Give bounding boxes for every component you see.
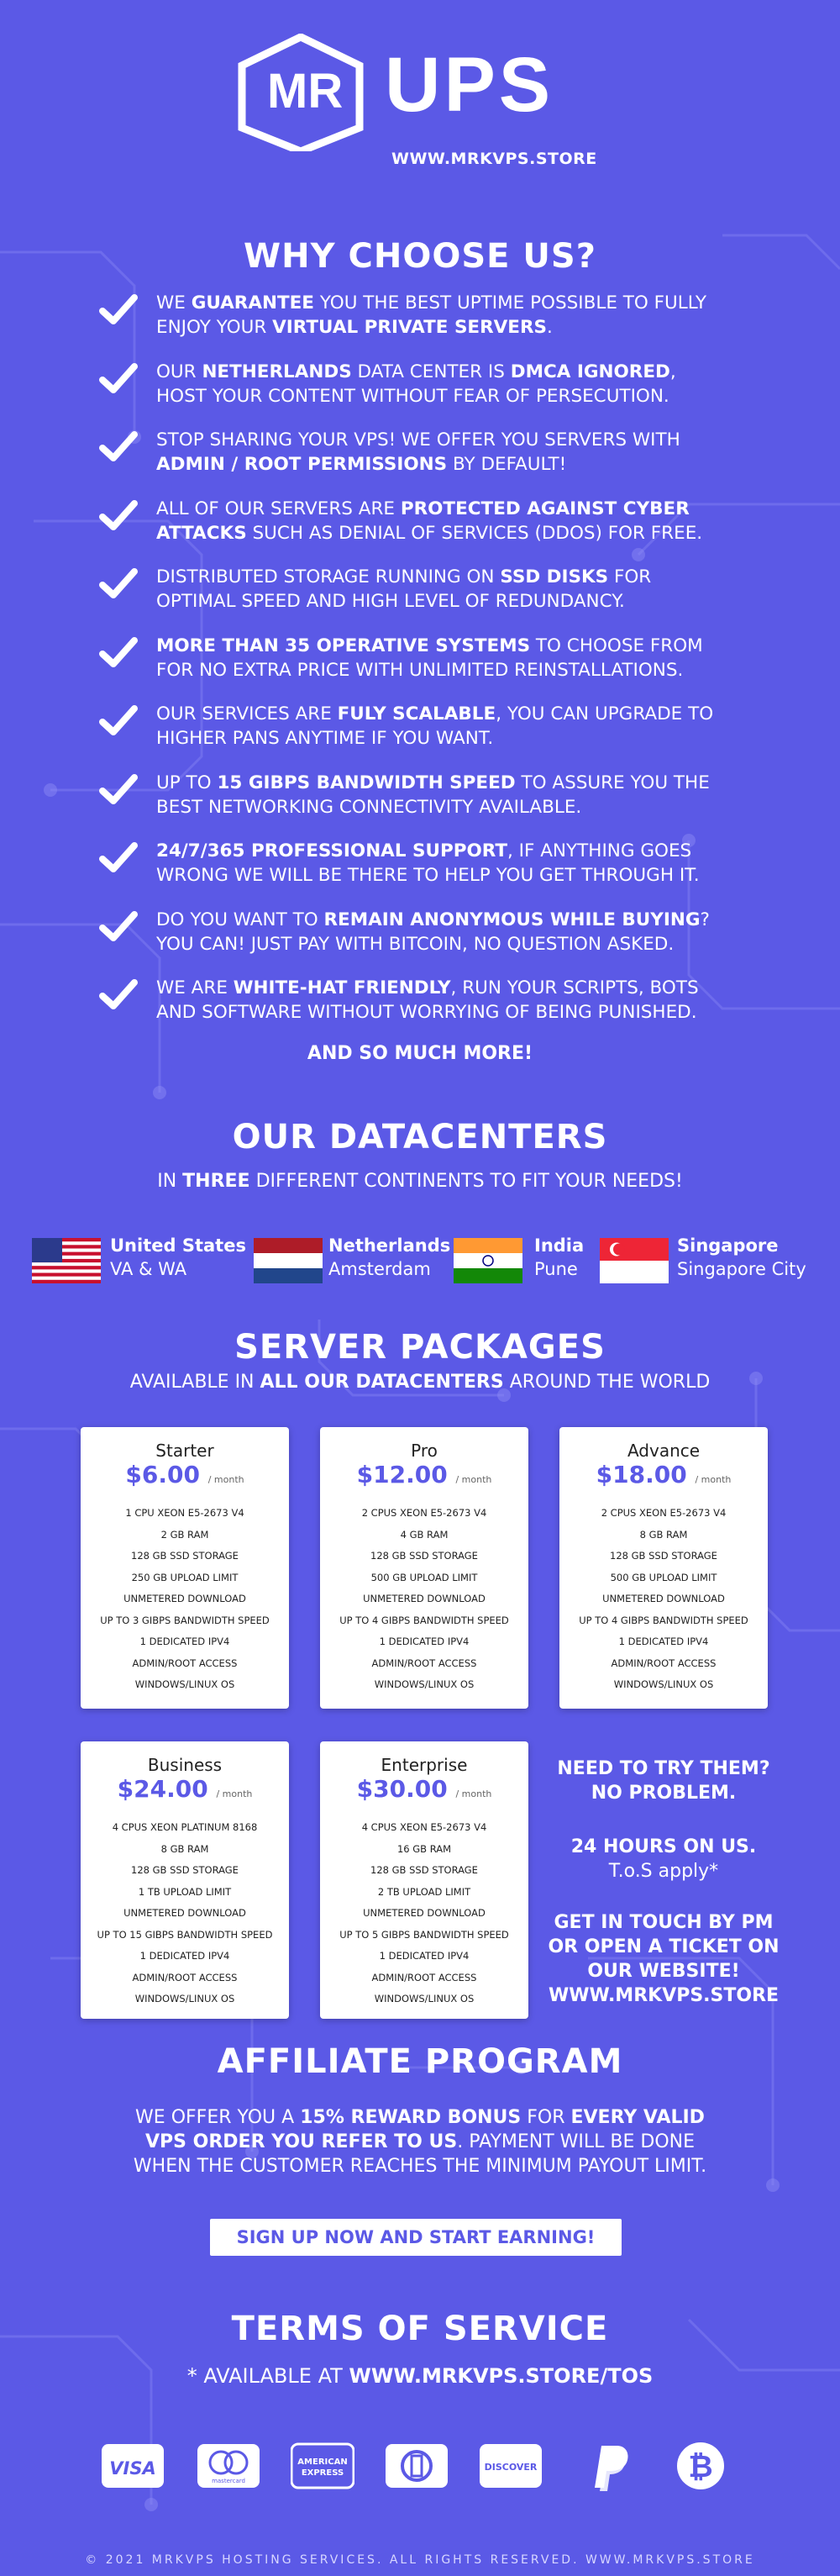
plan-spec: UNMETERED DOWNLOAD	[123, 1907, 246, 1919]
why-title: WHY CHOOSE US?	[244, 237, 596, 276]
plan-price: $6.00 / month	[125, 1461, 244, 1488]
plan-spec: UNMETERED DOWNLOAD	[363, 1907, 486, 1919]
datacenter-nl: Netherlands Amsterdam	[254, 1235, 455, 1286]
logo-url: WWW.MRKVPS.STORE	[391, 150, 597, 168]
feature-item: WE GUARANTEE YOU THE BEST UPTIME POSSIBLE TO FULLY ENJOY YOUR VIRTUAL PRIVATE SERVERS.	[99, 291, 771, 360]
plan-spec: 4 GB RAM	[400, 1528, 449, 1541]
plan-spec: 1 TB UPLOAD LIMIT	[138, 1885, 232, 1898]
terms-link-line: * AVAILABLE AT WWW.MRKVPS.STORE/TOS	[186, 2364, 654, 2388]
plan-spec: 1 CPU XEON E5-2673 V4	[125, 1507, 244, 1519]
plan-card-starter[interactable]	[81, 1427, 289, 1709]
logo-mark	[235, 34, 588, 151]
plan-spec: ADMIN/ROOT ACCESS	[132, 1971, 238, 1983]
plan-specs	[320, 1503, 528, 1696]
check-icon	[99, 703, 138, 737]
plan-spec: 250 GB UPLOAD LIMIT	[131, 1571, 239, 1583]
packages-subtitle: AVAILABLE IN ALL OUR DATACENTERS AROUND THE WORLD	[129, 1372, 711, 1393]
trial-hours: 24 HOURS ON US. T.o.S apply*	[570, 1836, 757, 1882]
plan-spec: WINDOWS/LINUX OS	[134, 1993, 235, 2004]
plan-spec: 128 GB SSD STORAGE	[610, 1550, 717, 1562]
plan-spec: UNMETERED DOWNLOAD	[602, 1593, 725, 1604]
feature-item: 24/7/365 PROFESSIONAL SUPPORT, IF ANYTHING GOES WRONG WE WILL BE THERE TO HELP YOU GET THROUGH IT.	[99, 839, 771, 908]
footer-copyright: © 2021 MRKVPS HOSTING SERVICES. ALL RIGHTS RESERVED. WWW.MRKVPS.STORE	[85, 2553, 755, 2567]
plan-spec: 1 DEDICATED IPV4	[379, 1636, 470, 1647]
amex-icon	[291, 2439, 354, 2493]
plan-spec: 128 GB SSD STORAGE	[131, 1550, 239, 1562]
visa-icon	[101, 2439, 165, 2493]
affiliate-description: WE OFFER YOU A 15% REWARD BONUS FOR EVERY VALID VPS ORDER YOU REFER TO US. PAYMENT WILL BE DONE WHEN THE CUSTOMER REACHES THE MINIMUM PAYOUT LIMIT.	[133, 2107, 707, 2177]
brand-logo[interactable]	[0, 34, 840, 176]
plan-specs	[81, 1817, 289, 2010]
check-icon	[99, 635, 138, 669]
datacenter-sg: Singapore Singapore City	[600, 1235, 827, 1286]
plan-spec: WINDOWS/LINUX OS	[374, 1678, 475, 1690]
feature-item: DO YOU WANT TO REMAIN ANONYMOUS WHILE BUYING? YOU CAN! JUST PAY WITH BITCOIN, NO QUESTION ASKED.	[99, 908, 771, 977]
plan-spec: 8 GB RAM	[160, 1842, 209, 1855]
plan-spec: 4 CPUS XEON PLATINUM 8168	[112, 1821, 258, 1833]
plan-card-pro[interactable]	[320, 1427, 528, 1709]
logo-word: UPS	[385, 42, 554, 128]
check-icon	[99, 772, 138, 806]
affiliate-title: AFFILIATE PROGRAM	[217, 2042, 623, 2081]
svg-text:AMERICAN: AMERICAN	[297, 2457, 348, 2467]
plan-spec: 128 GB SSD STORAGE	[370, 1550, 478, 1562]
plan-price: $18.00 / month	[596, 1461, 732, 1488]
netherlands-flag-icon	[254, 1238, 323, 1283]
feature-item: WE ARE WHITE-HAT FRIENDLY, RUN YOUR SCRIPTS, BOTS AND SOFTWARE WITHOUT WORRYING OF BEING PUNISHED.	[99, 976, 771, 1045]
discover-icon	[479, 2439, 543, 2493]
plan-spec: 500 GB UPLOAD LIMIT	[610, 1571, 717, 1583]
plan-spec: UNMETERED DOWNLOAD	[363, 1593, 486, 1604]
plan-spec: 500 GB UPLOAD LIMIT	[370, 1571, 478, 1583]
plan-spec: ADMIN/ROOT ACCESS	[371, 1657, 477, 1669]
datacenters-title: OUR DATACENTERS	[232, 1118, 608, 1156]
plan-spec: 4 CPUS XEON E5-2673 V4	[361, 1821, 487, 1833]
check-icon	[99, 909, 138, 943]
feature-item: OUR NETHERLANDS DATA CENTER IS DMCA IGNORED, HOST YOUR CONTENT WITHOUT FEAR OF PERSECUTION.	[99, 360, 771, 429]
terms-link[interactable]: WWW.MRKVPS.STORE/TOS	[349, 2364, 654, 2388]
plan-spec: ADMIN/ROOT ACCESS	[371, 1971, 477, 1983]
contact-info[interactable]: GET IN TOUCH BY PM OR OPEN A TICKET ON OUR WEBSITE! WWW.MRKVPS.STORE	[538, 1910, 790, 2008]
plan-spec: WINDOWS/LINUX OS	[613, 1678, 714, 1690]
plan-spec: 16 GB RAM	[396, 1842, 452, 1855]
svg-text:VISA: VISA	[109, 2458, 156, 2479]
plan-specs	[559, 1503, 768, 1696]
and-so-much-more: AND SO MUCH MORE!	[307, 1043, 533, 1064]
plan-spec: 1 DEDICATED IPV4	[618, 1636, 709, 1647]
datacenter-us: United States VA & WA	[32, 1235, 242, 1286]
plan-spec: 1 DEDICATED IPV4	[139, 1636, 230, 1647]
check-icon	[99, 977, 138, 1011]
mastercard-icon	[197, 2439, 260, 2493]
datacenter-in: India Pune	[454, 1235, 596, 1286]
bitcoin-icon	[669, 2439, 732, 2493]
plan-specs	[320, 1817, 528, 2010]
paypal-icon	[575, 2439, 638, 2493]
check-icon	[99, 361, 138, 395]
singapore-flag-icon	[600, 1238, 669, 1283]
plan-spec: UP TO 15 GIBPS BANDWIDTH SPEED	[97, 1928, 273, 1941]
plan-name: Business	[147, 1755, 223, 1775]
plan-price: $12.00 / month	[356, 1461, 492, 1488]
plan-spec: 2 GB RAM	[160, 1528, 209, 1541]
plan-spec: 2 CPUS XEON E5-2673 V4	[601, 1507, 727, 1519]
check-icon	[99, 429, 138, 463]
us-flag-icon	[32, 1238, 101, 1283]
terms-title: TERMS OF SERVICE	[231, 2310, 609, 2348]
plan-card-enterprise[interactable]	[320, 1741, 528, 2019]
plan-name: Advance	[627, 1441, 701, 1461]
plan-spec: UP TO 3 GIBPS BANDWIDTH SPEED	[100, 1614, 270, 1626]
check-icon	[99, 292, 138, 326]
plan-spec: WINDOWS/LINUX OS	[134, 1678, 235, 1690]
logo-letters: MR	[267, 64, 344, 119]
plan-spec: ADMIN/ROOT ACCESS	[611, 1657, 717, 1669]
plan-name: Enterprise	[381, 1755, 468, 1775]
check-icon	[99, 498, 138, 532]
plan-spec: 1 DEDICATED IPV4	[379, 1950, 470, 1962]
feature-list	[99, 291, 771, 1045]
diners-club-icon	[385, 2439, 449, 2493]
plan-name: Pro	[411, 1441, 438, 1461]
signup-button[interactable]: SIGN UP NOW AND START EARNING!	[210, 2219, 622, 2256]
feature-item: UP TO 15 GIBPS BANDWIDTH SPEED TO ASSURE YOU THE BEST NETWORKING CONNECTIVITY AVAILABLE.	[99, 771, 771, 840]
plan-spec: 128 GB SSD STORAGE	[370, 1864, 478, 1876]
plan-card-business[interactable]	[81, 1741, 289, 2019]
trial-offer: NEED TO TRY THEM? NO PROBLEM.	[557, 1758, 770, 1804]
contact-website-link[interactable]: WWW.MRKVPS.STORE	[548, 1985, 780, 2006]
india-flag-icon	[454, 1238, 522, 1283]
plan-spec: 2 TB UPLOAD LIMIT	[377, 1885, 471, 1898]
plan-spec: UP TO 5 GIBPS BANDWIDTH SPEED	[339, 1928, 509, 1941]
plan-spec: ADMIN/ROOT ACCESS	[132, 1657, 238, 1669]
plan-price: $24.00 / month	[117, 1775, 253, 1803]
plan-spec: UNMETERED DOWNLOAD	[123, 1593, 246, 1604]
feature-item: DISTRIBUTED STORAGE RUNNING ON SSD DISKS FOR OPTIMAL SPEED AND HIGH LEVEL OF REDUNDANCY.	[99, 565, 771, 634]
plan-specs	[81, 1503, 289, 1696]
plan-spec: 2 CPUS XEON E5-2673 V4	[361, 1507, 487, 1519]
feature-item: STOP SHARING YOUR VPS! WE OFFER YOU SERVERS WITH ADMIN / ROOT PERMISSIONS BY DEFAULT!	[99, 428, 771, 497]
feature-item: ALL OF OUR SERVERS ARE PROTECTED AGAINST CYBER ATTACKS SUCH AS DENIAL OF SERVICES (DDOS) FOR FREE.	[99, 497, 771, 566]
plan-spec: WINDOWS/LINUX OS	[374, 1993, 475, 2004]
plan-price: $30.00 / month	[356, 1775, 492, 1803]
svg-text:₿: ₿	[688, 2450, 713, 2484]
feature-item: OUR SERVICES ARE FULY SCALABLE, YOU CAN UPGRADE TO HIGHER PANS ANYTIME IF YOU WANT.	[99, 702, 771, 771]
feature-item: MORE THAN 35 OPERATIVE SYSTEMS TO CHOOSE FROM FOR NO EXTRA PRICE WITH UNLIMITED REINSTALLATIONS.	[99, 634, 771, 703]
check-icon	[99, 840, 138, 874]
svg-text:DISCOVER: DISCOVER	[484, 2462, 538, 2473]
plan-spec: 1 DEDICATED IPV4	[139, 1950, 230, 1962]
datacenters-subtitle: IN THREE DIFFERENT CONTINENTS TO FIT YOUR NEEDS!	[157, 1171, 683, 1192]
packages-title: SERVER PACKAGES	[234, 1328, 606, 1367]
plan-spec: UP TO 4 GIBPS BANDWIDTH SPEED	[339, 1614, 509, 1626]
plan-card-advance[interactable]	[559, 1427, 768, 1709]
plan-spec: UP TO 4 GIBPS BANDWIDTH SPEED	[579, 1614, 748, 1626]
check-icon	[99, 566, 138, 600]
svg-text:EXPRESS: EXPRESS	[301, 2468, 344, 2478]
plan-name: Starter	[155, 1441, 214, 1461]
plan-spec: 8 GB RAM	[639, 1528, 688, 1541]
plan-spec: 128 GB SSD STORAGE	[131, 1864, 239, 1876]
svg-text:mastercard: mastercard	[212, 2478, 245, 2484]
